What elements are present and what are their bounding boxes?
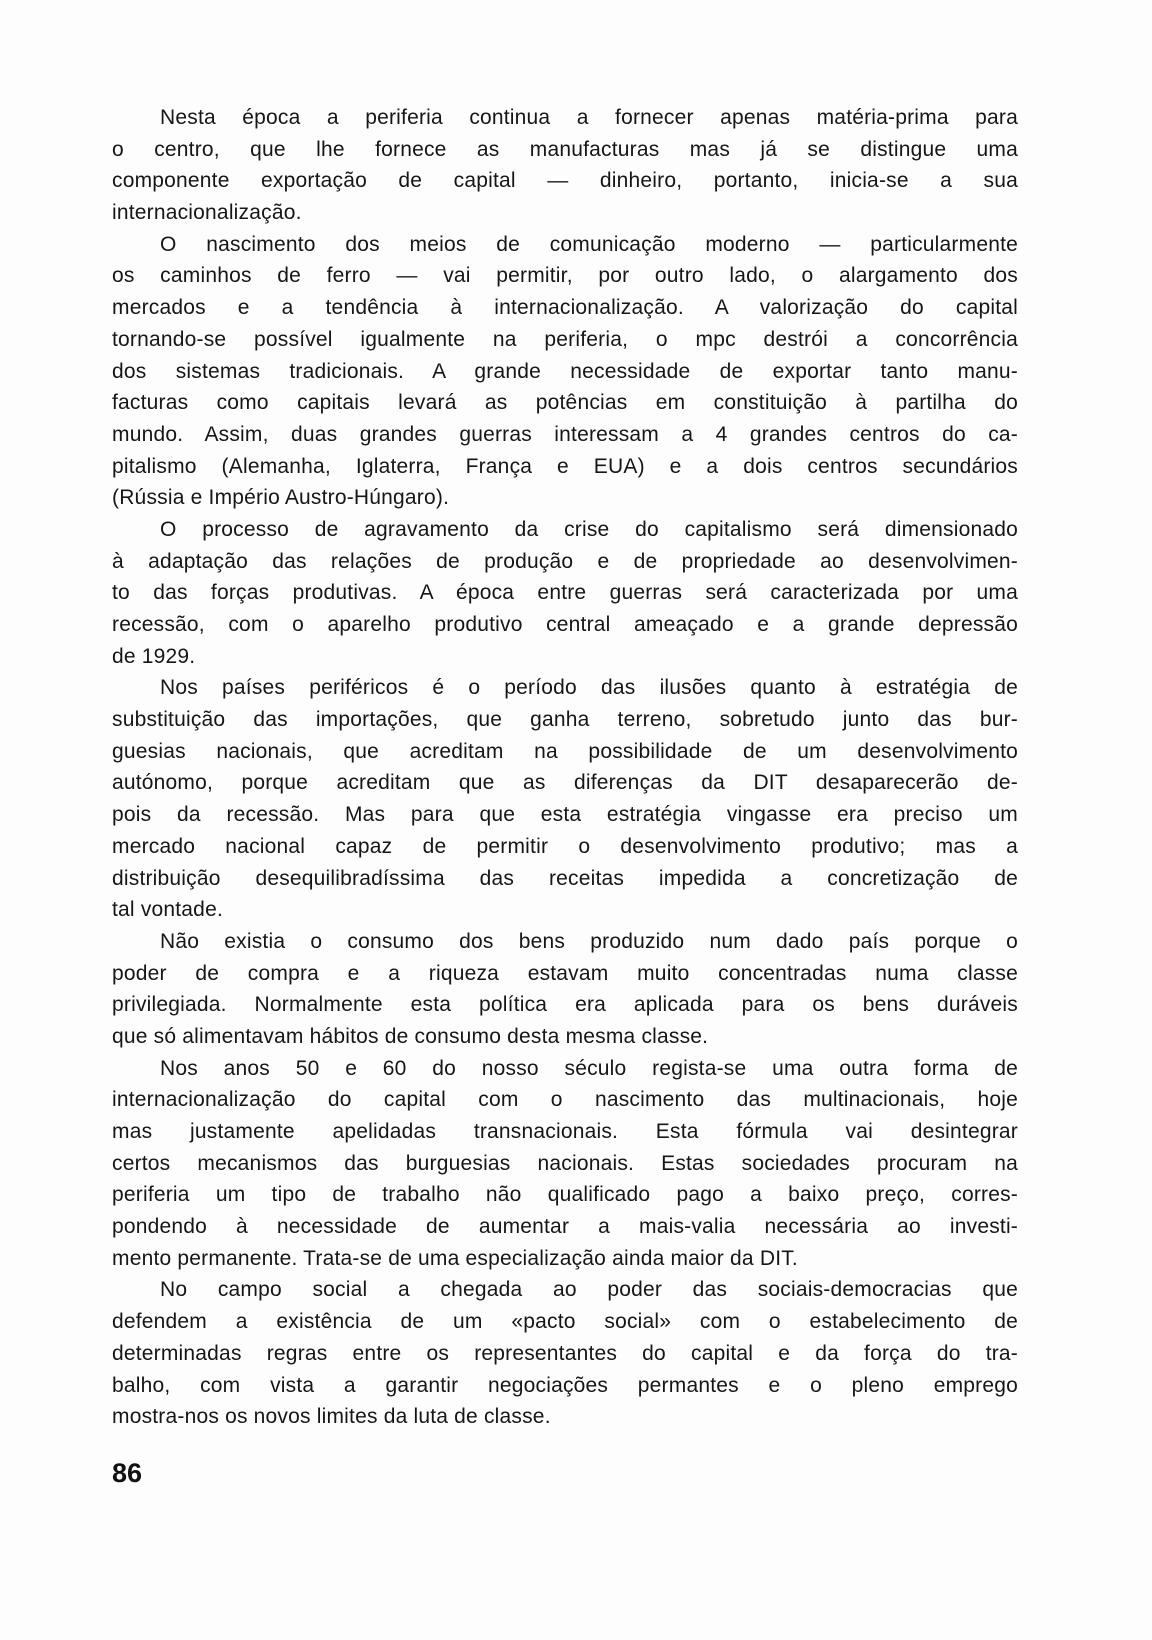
text-line: internacionalização do capital com o nascimento das multinacionais, hoje [112,1088,1018,1112]
text-line: pondendo à necessidade de aumentar a mais-valia necessária ao investi- [112,1215,1018,1239]
text-line: to das forças produtivas. A época entre guerras será caracterizada por uma [112,581,1018,605]
text-line: os caminhos de ferro — vai permitir, por outro lado, o alargamento dos [112,264,1018,288]
text-line: distribuição desequilibradíssima das receitas impedida a concretização de [112,866,1018,890]
text-line: guesias nacionais, que acreditam na possibilidade de um desenvolvimento [112,739,1018,763]
text-line: certos mecanismos das burguesias nacionais. Estas sociedades procuram na [112,1151,1018,1175]
paragraph [112,229,1018,514]
text-line: Nos anos 50 e 60 do nosso século regista-se uma outra forma de [160,1056,1018,1080]
text-line: privilegiada. Normalmente esta política era aplicada para os bens duráveis [112,993,1018,1017]
text-line: dos sistemas tradicionais. A grande necessidade de exportar tanto manu- [112,359,1018,383]
text-line: mercados e a tendência à internacionalização. A valorização do capital [112,296,1018,320]
body-text [112,102,1018,1433]
text-line: (Rússia e Império Austro-Húngaro). [112,486,450,510]
paragraph [112,926,1018,1053]
text-line: Nos países periféricos é o período das ilusões quanto à estratégia de [160,676,1018,700]
text-line: substituição das importações, que ganha terreno, sobretudo junto das bur- [112,708,1018,732]
text-line: pois da recessão. Mas para que esta estratégia vingasse era preciso um [112,803,1018,827]
text-line: O nascimento dos meios de comunicação moderno — particularmente [160,232,1018,256]
text-line: recessão, com o aparelho produtivo central ameaçado e a grande depressão [112,613,1018,636]
text-line: mostra-nos os novos limites da luta de classe. [112,1405,551,1429]
paragraph [112,672,1018,926]
text-line: à adaptação das relações de produção e de propriedade ao desenvolvimen- [112,549,1018,573]
text-line: Nesta época a periferia continua a fornecer apenas matéria-prima para [160,106,1018,129]
text-line: facturas como capitais levará as potências em constituição à partilha do [112,391,1018,415]
paragraph [112,1053,1018,1275]
text-line: componente exportação de capital — dinheiro, portanto, inicia-se a sua [112,169,1018,193]
text-line: poder de compra e a riqueza estavam muito concentradas numa classe [112,961,1018,985]
paragraph [112,102,1018,229]
text-line: No campo social a chegada ao poder das sociais-democracias que [160,1278,1018,1302]
paragraph [112,514,1018,672]
text-line: que só alimentavam hábitos de consumo desta mesma classe. [112,1024,709,1048]
paragraph [112,1274,1018,1432]
text-line: pitalismo (Alemanha, Iglaterra, França e EUA) e a dois centros secundários [112,454,1018,478]
text-line: mundo. Assim, duas grandes guerras interessam a 4 grandes centros do ca- [112,422,1018,446]
text-line: Não existia o consumo dos bens produzido num dado país porque o [160,929,1018,953]
text-line: internacionalização. [112,201,302,225]
text-line: defendem a existência de um «pacto social» com o estabelecimento de [112,1310,1018,1334]
text-line: tal vontade. [112,898,223,922]
text-line: periferia um tipo de trabalho não qualificado pago a baixo preço, corres- [112,1183,1018,1207]
text-line: tornando-se possível igualmente na periferia, o mpc destrói a concorrência [112,327,1018,351]
page-number: 86 [112,1458,143,1488]
text-line: determinadas regras entre os representantes do capital e da força do tra- [112,1341,1018,1365]
text-line: mas justamente apelidadas transnacionais. Esta fórmula vai desintegrar [112,1120,1018,1143]
text-line: o centro, que lhe fornece as manufacturas mas já se distingue uma [112,137,1018,161]
text-line: O processo de agravamento da crise do capitalismo será dimensionado [160,517,1018,541]
text-line: balho, com vista a garantir negociações permantes e o pleno emprego [112,1373,1018,1397]
text-line: autónomo, porque acreditam que as diferenças da DIT desaparecerão de- [112,771,1018,795]
text-line: mento permanente. Trata-se de uma especialização ainda maior da DIT. [112,1246,798,1270]
text-line: mercado nacional capaz de permitir o desenvolvimento produtivo; mas a [112,834,1018,858]
text-line: de 1929. [112,644,196,668]
